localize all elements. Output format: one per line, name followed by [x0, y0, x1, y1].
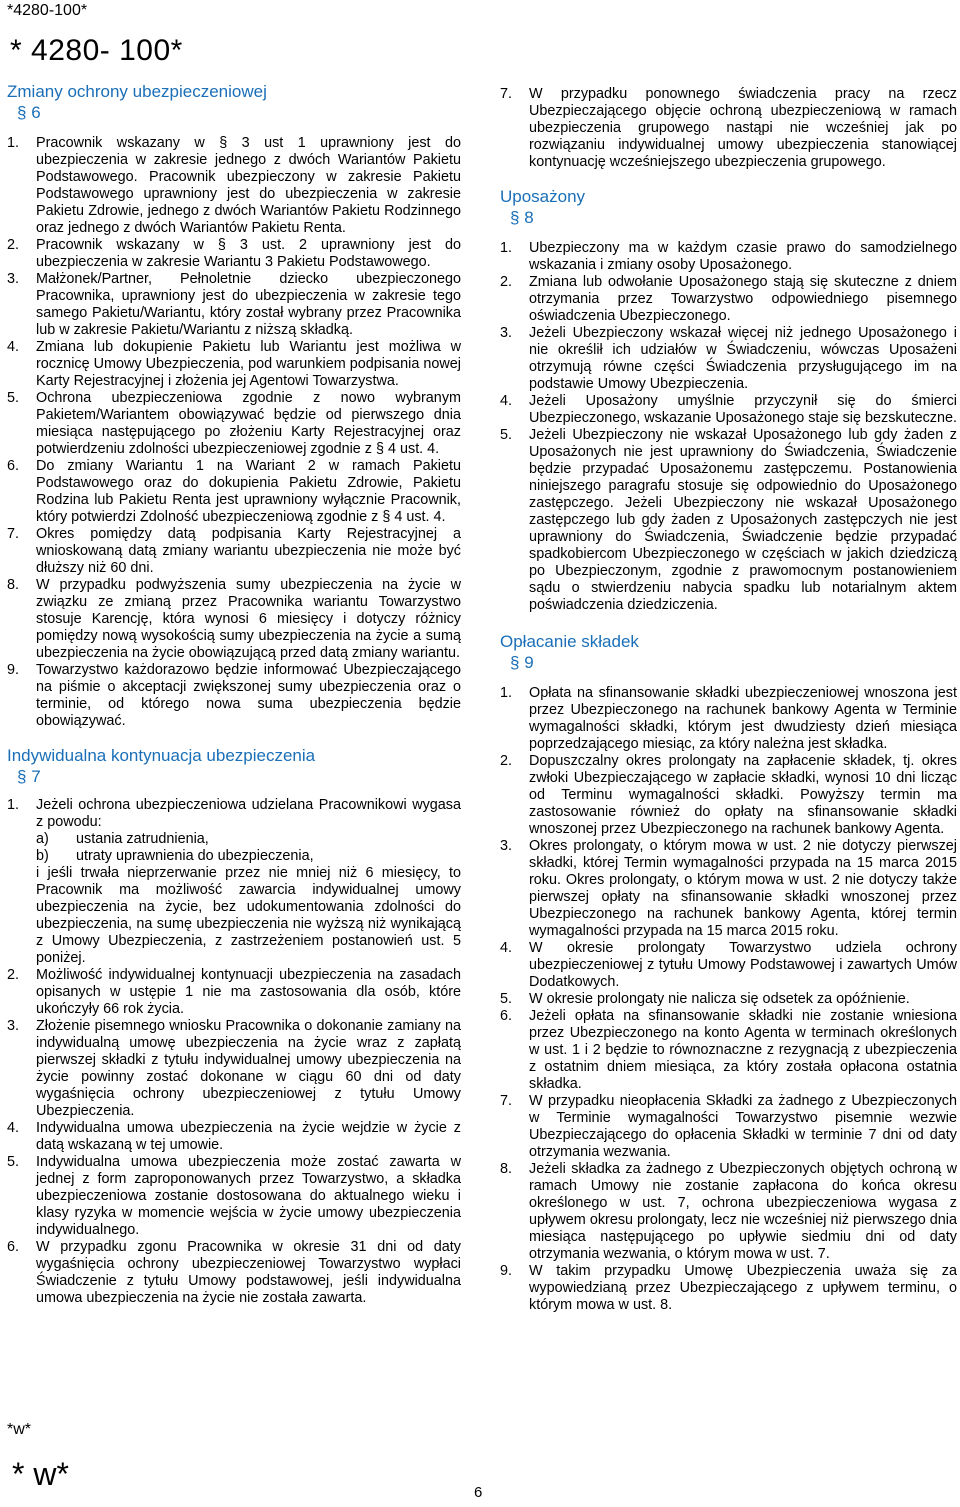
item-number: 6. — [7, 458, 20, 474]
section-7-title: Indywidualna kontynuacja ubezpieczenia — [7, 746, 316, 765]
section-6-list — [7, 135, 461, 730]
item-number: 2. — [7, 237, 20, 253]
sub-item: b) utraty uprawnienia do ubezpieczenia, — [36, 848, 314, 864]
section-7-list — [7, 967, 461, 1307]
item-text: Okres prolongaty, o którym mowa w ust. 2 nie dotyczy pierwszej składki, której Termin wymagalności przypada na 15 marca 2015 roku. Okres prolongaty, o którym mowa w ust. 2 nie dotyczy także pierwszej opłaty na sfinansowanie składki wnoszonej przez Ubezpieczonego na rachunek bankowy Agenta, której termin wymagalności przypada na 15 marca 2015 roku. — [529, 838, 957, 939]
section-6-title: Zmiany ochrony ubezpieczeniowej — [7, 82, 267, 101]
item-number: 4. — [500, 940, 513, 956]
list-item — [7, 458, 461, 526]
item-number: 1. — [500, 240, 513, 256]
item-number: 5. — [7, 390, 20, 406]
item-text: Indywidualna umowa ubezpieczenia może zostać zawarta w jednej z form zaproponowanych przez Towarzystwo, a składka ubezpieczeniowa zostanie dostosowana do aktualnego wieku i klasy ryzyka w momencie wejścia w życie umowy ubezpieczenia indywidualnego. — [36, 1154, 461, 1238]
list-item — [7, 339, 461, 390]
item-text: W okresie prolongaty Towarzystwo udziela ochrony ubezpieczeniowej z tytułu Umowy Podstawowej i zawartych Umów Dodatkowych. — [529, 940, 957, 990]
item-text: Pracownik wskazany w § 3 ust. 2 uprawniony jest do ubezpieczenia w zakresie Wariantu 3 Pakietu Podstawowego. — [36, 237, 461, 270]
item-text: W przypadku podwyższenia sumy ubezpieczenia na życie w związku ze zmianą przez Pracownika wariantu Towarzystwo stosuje Karencję, która wynosi 6 miesięcy i dotyczy różnicy pomiędzy nową wysokością sumy ubezpieczenia na życie a sumą ubezpieczenia na życie obowiązującą przed datą zmiany wariantu. — [36, 577, 461, 661]
list-item — [7, 1239, 461, 1307]
item-text: Dopuszczalny okres prolongaty na zapłacenie składek, tj. okres zwłoki Ubezpieczającego w zapłacie składki, wynosi 10 dni licząc od Terminu wymagalności składki. Powyższy termin ma zastosowanie również do opłaty na sfinansowanie składki wnoszonej przez Ubezpieczonego na rachunek bankowy Agenta. — [529, 753, 957, 837]
item-text: Pracownik wskazany w § 3 ust 1 uprawniony jest do ubezpieczenia w zakresie jednego z dwóch Wariantów Pakietu Podstawowego. Pracownik ubezpieczony w zakresie Pakietu Podstawowego uprawniony jest do ubezpieczenia w zakresie Pakietu Zdrowie, jednego z dwóch Wariantów Pakietu Rodzinnego oraz jednego z dwóch Wariantów Pakietu Renta. — [36, 135, 461, 236]
header-code-small: *4280-100* — [7, 2, 88, 19]
item-text: Towarzystwo każdorazowo będzie informować Ubezpieczającego na piśmie o akceptacji zwiększonej sumy ubezpieczenia oraz o terminie, od którego nowa suma ubezpieczenia będzie obowiązywać. — [36, 662, 461, 729]
section-8-list — [500, 240, 957, 614]
list-item — [7, 577, 461, 662]
item-number: 5. — [500, 427, 513, 443]
item-number: 4. — [7, 1120, 20, 1136]
list-item — [7, 135, 461, 237]
item-number: 8. — [7, 577, 20, 593]
item-number: 4. — [7, 339, 20, 355]
list-item — [7, 390, 461, 458]
item-number: 8. — [500, 1161, 513, 1177]
list-item — [500, 1093, 957, 1161]
list-item — [7, 271, 461, 339]
list-item — [7, 237, 461, 271]
list-item — [500, 753, 957, 838]
section-9-list — [500, 685, 957, 1314]
item-number: 3. — [500, 838, 513, 854]
item-number: 9. — [7, 662, 20, 678]
list-item — [500, 240, 957, 274]
item-text: W takim przypadku Umowę Ubezpieczenia uważa się za wypowiedzianą przez Ubezpieczającego z upływem terminu, o którym mowa w ust. 8. — [529, 1263, 957, 1313]
section-6-number: § 6 — [17, 103, 41, 122]
item-text: Małżonek/Partner, Pełnoletnie dziecko ubezpieczonego Pracownika, uprawniony jest do ubezpieczenia w zakresie tego samego Pakietu/Wariantu, który został wybrany przez Pracownika lub w zakresie Pakietu/Wariantu z niższą składką. — [36, 271, 461, 338]
item-number: 1. — [500, 685, 513, 701]
item-number: 1. — [7, 135, 20, 151]
list-item: 7. W przypadku ponownego świadczenia pracy na rzecz Ubezpieczającego objęcie ochroną ubezpieczeniową w ramach ubezpieczenia grupowego nastąpi nie wcześniej jak po rozwiązaniu indywidualnej umowy ubezpieczenia stanowiącej kontynuację wcześniejszego ubezpieczenia grupowego. — [500, 86, 957, 170]
item-text: Indywidualna umowa ubezpieczenia na życie wejdzie w życie z datą wskazaną w tej umowie. — [36, 1120, 461, 1153]
item-text: W przypadku zgonu Pracownika w okresie 31 dni od daty wygaśnięcia ochrony ubezpieczeniowej Towarzystwo wypłaci Świadczenie z tytułu Umowy podstawowej, jeśli indywidualna umowa ubezpieczenia na życie nie została zawarta. — [36, 1239, 461, 1306]
list-item — [500, 1161, 957, 1263]
item-number: 2. — [500, 274, 513, 290]
item-text: Jeżeli składka za żadnego z Ubezpieczonych objętych ochroną w ramach Umowy nie zostanie zapłacona do końca okresu określonego w ust. 7, ochrona ubezpieczeniowa wygasa z upływem okresu prolongaty, lecz nie wcześniej niż pierwszego dnia miesiąca następującego po upływie siedmiu dni od daty otrzymania wezwania, o którym mowa w ust. 7. — [529, 1161, 957, 1262]
item-number: 7. — [500, 1093, 513, 1109]
item-text: i jeśli trwała nieprzerwanie przez nie mniej niż 6 miesięcy, to Pracownik ma możliwość zawarcia indywidualnej umowy ubezpieczenia na życie, bez udokumentowania zdolności do ubezpieczenia, na sumę ubezpieczenia nie wyższą niż wynikającą z Umowy Ubezpieczenia, z zastrzeżeniem postanowień ust. 5 poniżej. — [36, 865, 461, 966]
list-item — [7, 526, 461, 577]
item-text: Jeżeli opłata na sfinansowanie składki nie zostanie wniesiona przez Ubezpieczonego na konto Agenta w terminach określonych w ust. 1 i 2 będzie to równoznaczne z rezygnacją z ubezpieczenia z ostatnim dniem miesiąca, za który została opłacona ostatnia składka. — [529, 1008, 957, 1092]
list-item — [7, 662, 461, 730]
page-number: 6 — [474, 1484, 483, 1501]
right-column — [500, 86, 957, 1314]
item-text: Zmiana lub odwołanie Uposażonego stają się skuteczne z dniem otrzymania przez Towarzystwo odpowiedniego pisemnego oświadczenia Ubezpieczonego. — [529, 274, 957, 324]
list-item — [500, 325, 957, 393]
item-number: 9. — [500, 1263, 513, 1279]
list-item — [7, 1154, 461, 1239]
item-text: Ubezpieczony ma w każdym czasie prawo do samodzielnego wskazania i zmiany osoby Uposażonego. — [529, 240, 957, 273]
item-number: 4. — [500, 393, 513, 409]
item-text: Okres pomiędzy datą podpisania Karty Rejestracyjnej a wnioskowaną datą zmiany wariantu ubezpieczenia nie może być dłuższy niż 60 dni. — [36, 526, 461, 576]
sub-item: a) ustania zatrudnienia, — [36, 831, 209, 847]
footer-code-large: * w* — [12, 1456, 69, 1492]
item-number: 3. — [500, 325, 513, 341]
footer-code-small: *w* — [7, 1421, 32, 1438]
section-7-number: § 7 — [17, 767, 41, 786]
list-item — [7, 1120, 461, 1154]
item-number: 6. — [500, 1008, 513, 1024]
list-item — [500, 427, 957, 614]
section-8-number: § 8 — [510, 208, 534, 227]
section-9-title: Opłacanie składek — [500, 632, 639, 651]
list-item — [500, 991, 957, 1008]
item-text: Opłata na sfinansowanie składki ubezpieczeniowej wnoszona jest przez Ubezpieczonego na rachunek bankowy Agenta w Terminie wymagalności składki, którym jest dwudziesty dzień miesiąca poprzedzającego miesiąc, za który należna jest składka. — [529, 685, 957, 752]
list-item — [500, 940, 957, 991]
item-text: Ochrona ubezpieczeniowa zgodnie z nowo wybranym Pakietem/Wariantem obowiązywać będzie od pierwszego dnia miesiąca następującego po złożeniu Karty Rejestracyjnej oraz potwierdzeniu zdolności ubezpieczeniowej zgodnie z § 4 ust. 4. — [36, 390, 461, 457]
item-number: 6. — [7, 1239, 20, 1255]
list-item — [500, 1263, 957, 1314]
item-text: Możliwość indywidualnej kontynuacji ubezpieczenia na zasadach opisanych w ustępie 1 nie ma zastosowania dla osób, które ukończyły 66 rok życia. — [36, 967, 461, 1017]
list-item — [500, 838, 957, 940]
item-text: W okresie prolongaty nie nalicza się odsetek za opóźnienie. — [529, 991, 910, 1007]
item-text: Złożenie pisemnego wniosku Pracownika o dokonanie zamiany na indywidualną umowę ubezpieczenia na życie wraz z zapłatą pierwszej składki z tytułu indywidualnej umowy ubezpieczenia na życie powinny zostać dokonane w ciągu 60 dni od daty wygaśnięcia ochrony ubezpieczeniowej z tytułu Umowy Ubezpieczenia. — [36, 1018, 461, 1119]
item-number: 7. — [7, 526, 20, 542]
item-text: Jeżeli Ubezpieczony nie wskazał Uposażonego lub gdy żaden z Uposażonych nie jest uprawniony do Świadczenia, Świadczenie będzie przypadać Uposażonemu zastępczemu. Postanowienia niniejszego paragrafu stosuje się odpowiednio do Uposażonego zastępczego. Jeżeli Ubezpieczony nie wskazał Uposażonego zastępczego lub gdy żaden z Uposażonych zastępczych nie jest uprawniony do Świadczenia, Świadczenie będzie przypadać spadkobiercom Ubezpieczonego w częściach w jakich dziedziczą po Ubezpieczonym, zgodnie z prawomocnym postanowieniem sądu o stwierdzeniu nabycia spadku lub notarialnym aktem poświadczenia dziedziczenia. — [529, 427, 957, 613]
item-number: 5. — [500, 991, 513, 1007]
list-item — [7, 1018, 461, 1120]
list-item — [500, 393, 957, 427]
item-number: 2. — [500, 753, 513, 769]
list-item: 1. Jeżeli ochrona ubezpieczeniowa udzielana Pracownikowi wygasa z powodu: a) ustania zatrudnienia, b) utraty uprawnienia do ubezpieczenia, i jeśli trwała nieprzerwanie przez nie mniej niż 6 miesięcy, to Pracownik ma możliwość zawarcia indywidualnej umowy ubezpieczenia na życie, bez udokumentowania zdolności do ubezpieczenia, na sumę ubezpieczenia nie wyższą niż wynikającą z Umowy Ubezpieczenia, z zastrzeżeniem postanowień ust. 5 poniżej. — [7, 797, 461, 966]
section-9-number: § 9 — [510, 653, 534, 672]
item-text: W przypadku nieopłacenia Składki za żadnego z Ubezpieczonych w Terminie wymagalności Towarzystwo pisemnie wezwie Ubezpieczającego do opłacenia Składki w terminie 7 dni od daty otrzymania wezwania. — [529, 1093, 957, 1160]
list-item — [500, 685, 957, 753]
item-text: Do zmiany Wariantu 1 na Wariant 2 w ramach Pakietu Podstawowego oraz do dokupienia Pakietu Zdrowie, Pakietu Rodzina lub Pakietu Renta jest uprawniony wyłącznie Pracownik, który potwierdzi Zdolność ubezpieczeniową zgodnie z § 4 ust. 4. — [36, 458, 461, 525]
section-8-title: Uposażony — [500, 187, 586, 206]
list-item — [7, 967, 461, 1018]
item-number: 2. — [7, 967, 20, 983]
item-text: Jeżeli Ubezpieczony wskazał więcej niż jednego Uposażonego i nie określił ich udziałów w Świadczeniu, wówczas Uposażeni otrzymują równe części Świadczenia przysługującego im na podstawie Umowy Ubezpieczenia. — [529, 325, 957, 392]
item-number: 5. — [7, 1154, 20, 1170]
left-column — [7, 82, 461, 1307]
item-text: Zmiana lub dokupienie Pakietu lub Wariantu jest możliwa w rocznicę Umowy Ubezpieczenia, pod warunkiem podpisania nowej Karty Rejestracyjnej i złożenia jej Agentowi Towarzystwa. — [36, 339, 461, 389]
item-number: 3. — [7, 271, 20, 287]
item-text: Jeżeli Uposażony umyślnie przyczynił się do śmierci Ubezpieczonego, wskazanie Uposażonego staje się bezskuteczne. — [529, 393, 957, 426]
item-number: 3. — [7, 1018, 20, 1034]
item-text: Jeżeli ochrona ubezpieczeniowa udzielana Pracownikowi wygasa z powodu: — [36, 797, 461, 830]
header-code-large: * 4280- 100* — [10, 34, 183, 67]
list-item — [500, 1008, 957, 1093]
list-item — [500, 274, 957, 325]
